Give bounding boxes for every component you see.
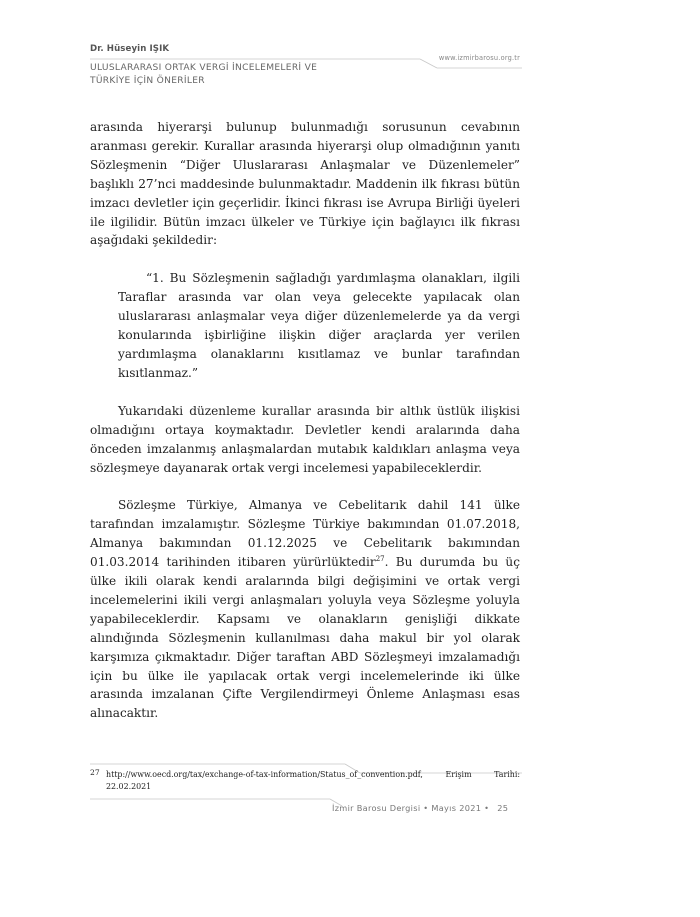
page-number: 25 xyxy=(497,803,509,813)
paragraph-3 xyxy=(90,496,520,723)
footnote-reference: 27 xyxy=(375,555,385,564)
paragraph-3-part-1: Sözleşme Türkiye, Almanya ve Cebelitarık dahil 141 ülke tarafından imzalamıştır. Sözleşme Türkiye bakımından 01.07.2018, Almanya bakımından 01.12.2025 ve Cebelitarık bakımından 01.03.2014 tarihinden itibaren yürürlüktedir xyxy=(90,498,520,570)
footnote xyxy=(90,769,520,794)
block-quote: “1. Bu Sözleşmenin sağladığı yardımlaşma olanakları, ilgili Taraflar arasında var olan veya gelecekte yapılacak olan uluslararası anlaşmalar veya diğer düzenlemelerde ya da vergi konularında işbirliğine ilişkin diğer araçlarda yer verilen yardımlaşma olanaklarını kısıtlamaz ve bunlar tarafından kısıtlanmaz.” xyxy=(118,271,520,380)
header-title xyxy=(90,62,390,87)
header-author: Dr. Hüseyin IŞIK xyxy=(90,44,170,54)
paragraph-1: arasında hiyerarşi bulunup bulunmadığı sorusunun cevabının aranması gerekir. Kurallar arasında hiyerarşi olup olmadığının yanıtı Sözleşmenin “Diğer Uluslararası Anlaşmalar ve Düzenlemeler” başlıklı 27’nci maddesinde bulunmaktadır. Maddenin ilk fıkrası bütün imzacı devletler için geçerlidir. İkinci fıkrası ise Avrupa Birliği üyeleri ile ilgilidir. Bütün imzacı ülkeler ve Türkiye için bağlayıcı ilk fıkrası aşağıdaki şekildedir: xyxy=(90,120,520,248)
header-title-line-1: ULUSLARARASI ORTAK VERGİ İNCELEMELERİ VE xyxy=(90,63,318,73)
body-text xyxy=(90,118,520,723)
paragraph-2: Yukarıdaki düzenleme kurallar arasında bir altlık üstlük ilişkisi olmadığını ortaya koymaktadır. Devletler kendi aralarında daha önceden imzalanmış anlaşmalardan mutabık kaldıkları anlaşma veya sözleşmeye dayanarak ortak vergi incelemesi yapabileceklerdir. xyxy=(90,403,520,475)
header-title-line-2: TÜRKİYE İÇİN ÖNERİLER xyxy=(90,75,205,86)
header-url: www.izmirbarosu.org.tr xyxy=(438,54,520,62)
footnote-number: 27 xyxy=(90,768,100,777)
footer-journal: İzmir Barosu Dergisi • Mayıs 2021 • xyxy=(332,803,490,813)
header-rule-bend xyxy=(420,59,437,68)
page-footer xyxy=(332,803,508,813)
footnote-text: http://www.oecd.org/tax/exchange-of-tax-information/Status_of_convention.pdf, Erişim Tarihi: 22.02.2021 xyxy=(106,770,520,792)
paragraph-3-part-2: . Bu durumda bu üç ülke ikili olarak kendi aralarında bilgi değişimini ve ortak vergi incelemelerini ikili vergi anlaşmaları yoluyla veya Sözleşme yoluyla yapabileceklerdir. Kapsamı ve olanakların genişliği dikkate alındığında Sözleşmenin kullanılması daha makul bir yol olarak karşımıza çıkmaktadır. Diğer taraftan ABD Sözleşmeyi imzalamadığı için bu ülke ile yapılacak ortak vergi incelemelerinde iki ülke arasında imzalanan Çifte Vergilendirmeyi Önleme Anlaşması esas alınacaktır. xyxy=(90,555,520,721)
